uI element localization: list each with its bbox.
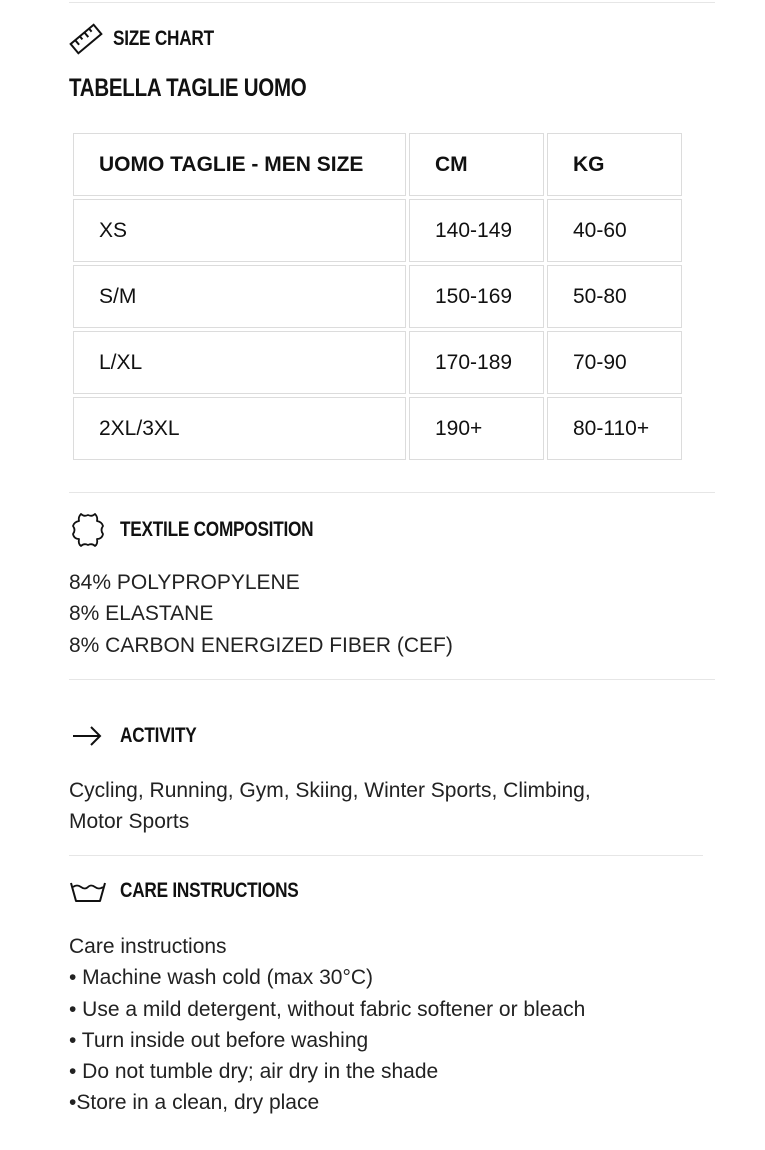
section-divider — [69, 492, 715, 493]
table-cell-cm: 170-189 — [409, 331, 544, 394]
table-cell-kg: 50-80 — [547, 265, 682, 328]
size-table — [70, 130, 685, 463]
activity-text — [69, 775, 591, 838]
table-cell-kg: 70-90 — [547, 331, 682, 394]
activity-header[interactable] — [69, 721, 213, 751]
leather-hide-icon — [69, 511, 107, 549]
care-line: Care instructions — [69, 935, 227, 958]
table-cell-cm: 150-169 — [409, 265, 544, 328]
composition-line: 8% CARBON ENERGIZED FIBER (CEF) — [69, 633, 453, 657]
care-line: • Turn inside out before washing — [69, 1028, 369, 1052]
care-line: • Do not tumble dry; air dry in the shade — [69, 1060, 439, 1084]
care-line: • Machine wash cold (max 30°C) — [69, 966, 374, 990]
table-row — [73, 199, 682, 262]
care-line: •Store in a clean, dry place — [69, 1091, 320, 1115]
care-line: • Use a mild detergent, without fabric softener or bleach — [69, 997, 586, 1021]
textile-composition-list — [69, 567, 453, 661]
table-cell-cm: 140-149 — [409, 199, 544, 262]
top-divider — [69, 2, 715, 3]
table-cell-cm: 190+ — [409, 397, 544, 460]
table-cell-kg: 40-60 — [547, 199, 682, 262]
section-divider — [69, 679, 715, 680]
activity-heading: ACTIVITY — [120, 724, 197, 747]
textile-heading: TEXTILE COMPOSITION — [120, 518, 314, 541]
arrow-right-icon — [69, 721, 103, 751]
section-divider — [69, 855, 703, 856]
table-cell-kg: 80-110+ — [547, 397, 682, 460]
textile-header[interactable] — [69, 511, 356, 549]
column-header-size: UOMO TAGLIE - MEN SIZE — [73, 133, 406, 196]
activity-line: Motor Sports — [69, 810, 190, 834]
column-header-kg: KG — [547, 133, 682, 196]
wash-basin-icon — [69, 876, 107, 906]
table-cell-size: XS — [73, 199, 406, 262]
size-chart-heading: SIZE CHART — [113, 27, 214, 50]
care-header[interactable] — [69, 876, 338, 906]
table-row — [73, 265, 682, 328]
activity-line: Cycling, Running, Gym, Skiing, Winter Sports, Climbing, — [69, 779, 591, 802]
composition-line: 84% POLYPROPYLENE — [69, 571, 300, 594]
composition-line: 8% ELASTANE — [69, 602, 214, 626]
table-cell-size: S/M — [73, 265, 406, 328]
ruler-icon — [69, 22, 103, 56]
table-header-row — [73, 133, 682, 196]
table-cell-size: L/XL — [73, 331, 406, 394]
size-chart-header[interactable] — [69, 22, 236, 56]
column-header-cm: CM — [409, 133, 544, 196]
table-cell-size: 2XL/3XL — [73, 397, 406, 460]
table-row — [73, 331, 682, 394]
table-row — [73, 397, 682, 460]
care-heading: CARE INSTRUCTIONS — [120, 879, 299, 902]
care-instructions-list — [69, 931, 585, 1119]
size-chart-subtitle: TABELLA TAGLIE UOMO — [69, 74, 307, 102]
